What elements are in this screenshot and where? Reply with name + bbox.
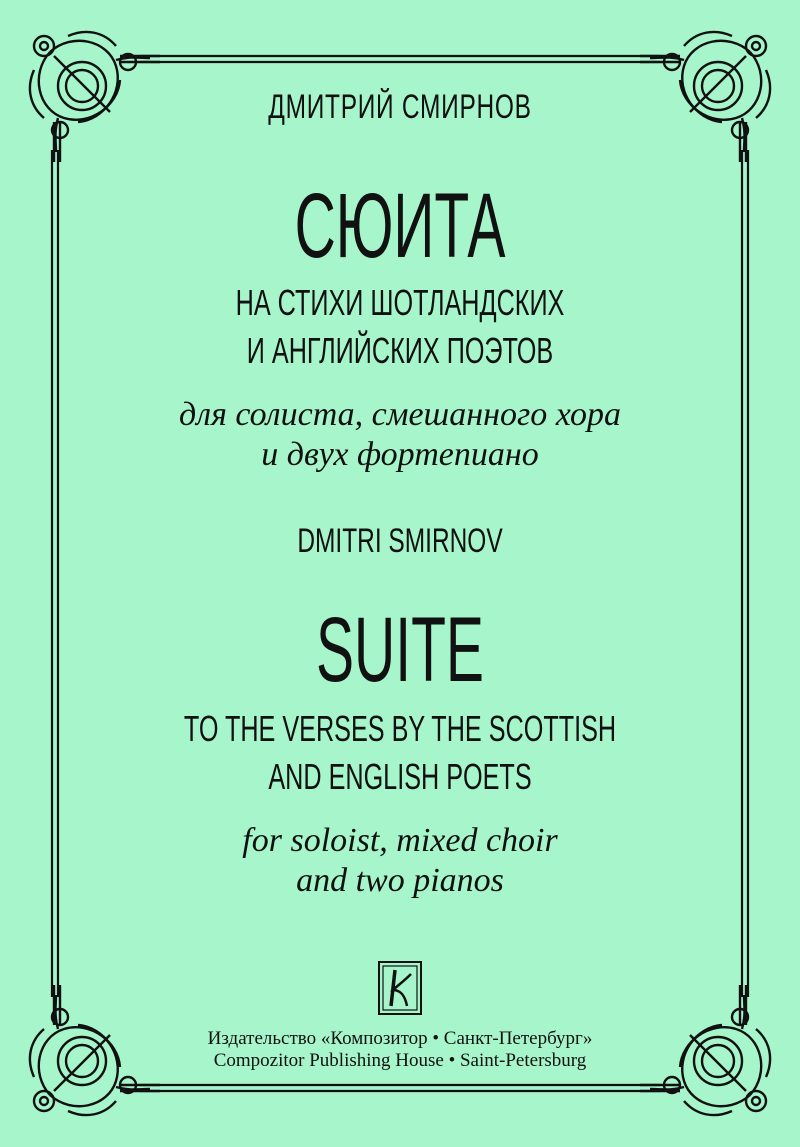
- description-english-line-1: for soloist, mixed choir: [242, 822, 558, 859]
- subtitle-english-line-2: AND ENGLISH POETS: [268, 756, 532, 797]
- description-english-line-2: and two pianos: [296, 862, 504, 899]
- title-english: SUITE: [316, 599, 484, 701]
- subtitle-english-line-1: TO THE VERSES BY THE SCOTTISH: [183, 708, 617, 749]
- description-russian-line-2: и двух фортепиано: [261, 436, 539, 473]
- author-name-english: DMITRI SMIRNOV: [297, 522, 503, 560]
- subtitle-russian-line-2: И АНГЛИЙСКИХ ПОЭТОВ: [246, 330, 554, 371]
- description-russian-line-1: для солиста, смешанного хора: [179, 396, 621, 433]
- title-russian: СЮИТА: [294, 175, 506, 277]
- publisher-english: Compozitor Publishing House • Saint-Petersburg: [213, 1050, 587, 1071]
- publisher-k-logo-icon: [377, 960, 423, 1016]
- author-name-russian: ДМИТРИЙ СМИРНОВ: [268, 88, 532, 126]
- subtitle-russian-line-1: НА СТИХИ ШОТЛАНДСКИХ: [235, 282, 565, 323]
- publisher-russian: Издательство «Композитор • Санкт-Петербург»: [207, 1028, 593, 1049]
